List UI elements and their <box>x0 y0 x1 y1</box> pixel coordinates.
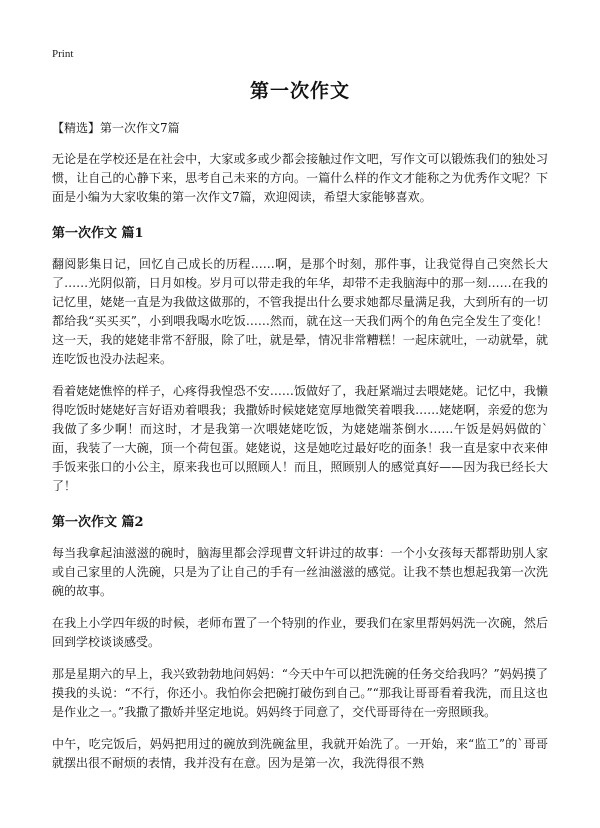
section-2-paragraph-1: 每当我拿起油滋滋的碗时，脑海里都会浮现曹文轩讲过的故事：一个小女孩每天都帮助别人家或自己家里的人洗碗，只是为了让自己的手有一丝油滋滋的感觉。让我不禁也想起我第一次洗碗的故事。 <box>52 546 548 598</box>
print-label: Print <box>52 48 74 60</box>
section-2-paragraph-4: 中午，吃完饭后，妈妈把用过的碗放到洗碗盆里，我就开始洗了。一开始，来“监工”的`哥哥就摆出很不耐烦的表情，我并没有在意。因为是第一次，我洗得很不熟 <box>52 737 548 770</box>
page-title: 第一次作文 <box>249 80 350 102</box>
section-heading-1: 第一次作文 篇1 <box>52 226 144 241</box>
document-subtitle: 【精选】第一次作文7篇 <box>52 121 180 135</box>
section-1-paragraph-1: 翻阅影集日记，回忆自己成长的历程……啊，是那个时刻，那件事，让我觉得自己突然长大了……光阴似箭，日月如梭。岁月可以带走我的年华，却带不走我脑海中的那一刻……在我的记忆里，姥姥一直是为我做这做那的，不管我提出什么要求她都尽量满足我，大到所有的一切都给我“买买买”，小到喂我喝水吃饭……然而，就在这一天我们两个的角色完全发生了变化！这一天，我的姥姥非常不舒服，除了吐，就是晕，情况非常糟糕！一起床就吐，一动就晕，就连吃饭也没办法起来。 <box>52 257 548 366</box>
intro-paragraph: 无论是在学校还是在社会中，大家或多或少都会接触过作文吧，写作文可以锻炼我们的独处习惯，让自己的心静下来，思考自己未来的方向。一篇什么样的作文才能称之为优秀作文呢？下面是小编为大家收集的第一次作文7篇，欢迎阅读，希望大家能够喜欢。 <box>52 152 548 204</box>
section-heading-2: 第一次作文 篇2 <box>52 515 144 530</box>
section-1-paragraph-2: 看着姥姥憔悴的样子，心疼得我惶恐不安……饭做好了，我赶紧端过去喂姥姥。记忆中，我懒得吃饭时姥姥好言好语劝着喂我；我撒娇时候姥姥宽厚地微笑着喂我……姥姥啊，亲爱的您为我做了多少啊！而这时，才是我第一次喂姥姥吃饭，为姥姥端茶倒水……午饭是妈妈做的`面，我装了一大碗，顶一个荷包蛋。姥姥说，这是她吃过最好吃的面条！我一直是家中衣来伸手饭来张口的小公主，原来我也可以照顾人！而且，照顾别人的感觉真好——因为我已经长大了！ <box>52 384 548 493</box>
section-2-paragraph-3: 那是星期六的早上，我兴致勃勃地问妈妈：“今天中午可以把洗碗的任务交给我吗？”妈妈摸了摸我的头说：“不行，你还小。我怕你会把碗打破伤到自己。”“那我让哥哥看着我洗，而且这也是作业之一。”我撒了撒娇并坚定地说。妈妈终于同意了，交代哥哥待在一旁照顾我。 <box>52 667 548 719</box>
section-2-paragraph-2: 在我上小学四年级的时候，老师布置了一个特别的作业，要我们在家里帮妈妈洗一次碗，然后回到学校谈谈感受。 <box>52 616 548 649</box>
document-body <box>52 119 548 786</box>
